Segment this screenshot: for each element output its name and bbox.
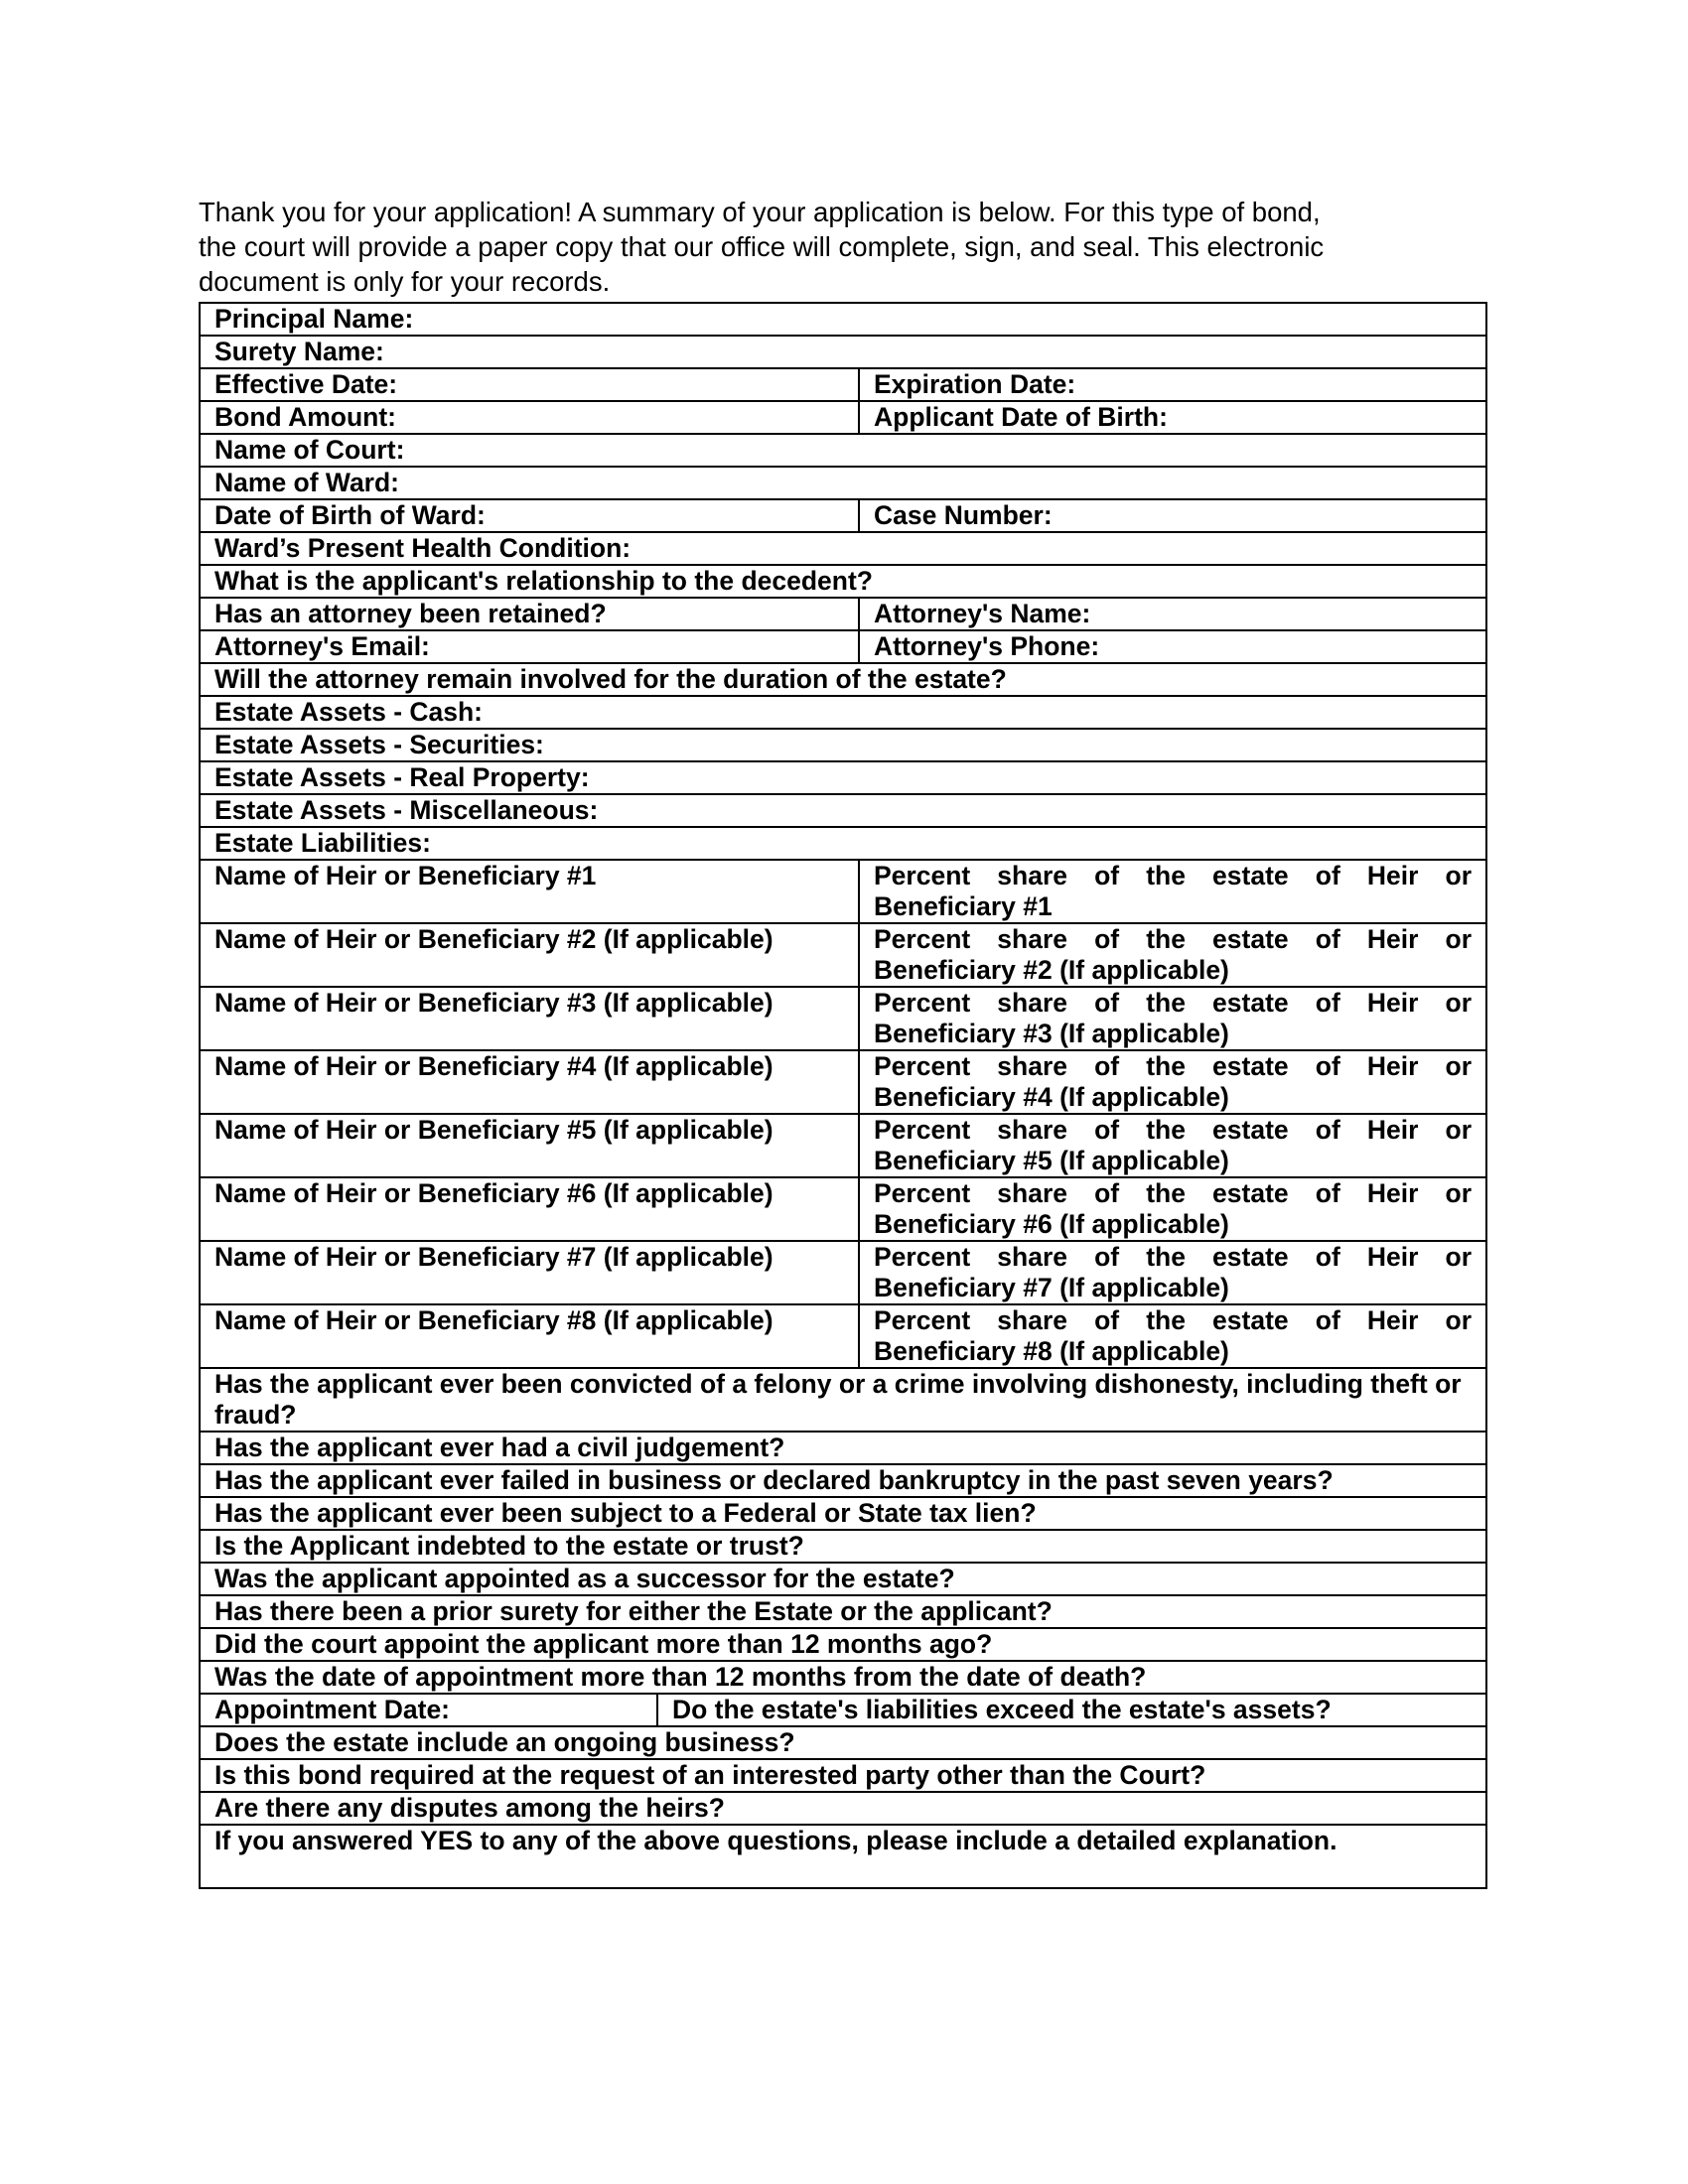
effective-date-label: Effective Date: (200, 368, 859, 401)
table-row (200, 532, 1486, 565)
heir-name-label: Name of Heir or Beneficiary #3 (If applicable) (200, 987, 859, 1050)
prior-surety-question: Has there been a prior surety for either the Estate or the applicant? (200, 1595, 1486, 1628)
assets-securities-label: Estate Assets - Securities: (200, 729, 1486, 761)
ward-health-label: Ward’s Present Health Condition: (200, 532, 1486, 565)
table-row (200, 1497, 1486, 1530)
appointment-date-label: Appointment Date: (201, 1695, 657, 1725)
applicant-dob-label: Applicant Date of Birth: (859, 401, 1486, 434)
table-row (200, 467, 1486, 499)
attorney-email-label: Attorney's Email: (200, 630, 859, 663)
table-row (200, 1563, 1486, 1595)
heir-row-1 (200, 860, 1486, 923)
disputes-question: Are there any disputes among the heirs? (200, 1792, 1486, 1825)
heir-name-label: Name of Heir or Beneficiary #7 (If applicable) (200, 1241, 859, 1304)
heir-share-label: Percent share of the estate of Heir or Beneficiary #8 (If applicable) (859, 1304, 1486, 1368)
appointment-death-question: Was the date of appointment more than 12 months from the date of death? (200, 1661, 1486, 1694)
court-appoint-question: Did the court appoint the applicant more than 12 months ago? (200, 1628, 1486, 1661)
intro-line-1: Thank you for your application! A summary of your application is below. For this type of bond, (199, 197, 1321, 227)
heir-share-label: Percent share of the estate of Heir or Beneficiary #5 (If applicable) (859, 1114, 1486, 1177)
table-row (200, 1595, 1486, 1628)
ongoing-business-question: Does the estate include an ongoing business? (200, 1726, 1486, 1759)
bond-amount-label: Bond Amount: (200, 401, 859, 434)
table-row (200, 565, 1486, 598)
table-row (200, 1726, 1486, 1759)
intro-paragraph (199, 195, 1489, 299)
heir-row-4 (200, 1050, 1486, 1114)
table-row (200, 598, 1486, 630)
court-name-label: Name of Court: (200, 434, 1486, 467)
heir-share-label: Percent share of the estate of Heir or Beneficiary #4 (If applicable) (859, 1050, 1486, 1114)
liabilities-exceed-question: Do the estate's liabilities exceed the estate's assets? (672, 1695, 1332, 1724)
table-row (200, 303, 1486, 336)
heir-share-label: Percent share of the estate of Heir or Beneficiary #1 (859, 860, 1486, 923)
table-row (200, 1694, 1486, 1726)
heir-share-label: Percent share of the estate of Heir or Beneficiary #7 (If applicable) (859, 1241, 1486, 1304)
table-row (200, 663, 1486, 696)
heir-share-label: Percent share of the estate of Heir or Beneficiary #2 (If applicable) (859, 923, 1486, 987)
intro-line-3: document is only for your records. (199, 266, 611, 297)
table-row (200, 1661, 1486, 1694)
heir-row-6 (200, 1177, 1486, 1241)
indebted-question: Is the Applicant indebted to the estate or trust? (200, 1530, 1486, 1563)
bankruptcy-question: Has the applicant ever failed in business or declared bankruptcy in the past seven years? (200, 1464, 1486, 1497)
heir-row-8 (200, 1304, 1486, 1368)
heir-row-7 (200, 1241, 1486, 1304)
expiration-date-label: Expiration Date: (859, 368, 1486, 401)
table-row (200, 434, 1486, 467)
table-row (200, 1628, 1486, 1661)
table-row (200, 1759, 1486, 1792)
explanation-prompt: If you answered YES to any of the above questions, please include a detailed explanation. (200, 1825, 1486, 1888)
attorney-remain-label: Will the attorney remain involved for the duration of the estate? (200, 663, 1486, 696)
liabilities-label: Estate Liabilities: (200, 827, 1486, 860)
heir-name-label: Name of Heir or Beneficiary #6 (If applicable) (200, 1177, 859, 1241)
heir-share-label: Percent share of the estate of Heir or Beneficiary #6 (If applicable) (859, 1177, 1486, 1241)
application-summary-table (199, 302, 1487, 1889)
table-row (200, 499, 1486, 532)
case-number-label: Case Number: (859, 499, 1486, 532)
heir-row-2 (200, 923, 1486, 987)
assets-real-property-label: Estate Assets - Real Property: (200, 761, 1486, 794)
table-row (200, 794, 1486, 827)
attorney-phone-label: Attorney's Phone: (859, 630, 1486, 663)
appointment-split-row (200, 1694, 1486, 1726)
table-row (200, 336, 1486, 368)
table-row (200, 696, 1486, 729)
attorney-retained-label: Has an attorney been retained? (200, 598, 859, 630)
table-row (200, 368, 1486, 401)
heir-name-label: Name of Heir or Beneficiary #4 (If applicable) (200, 1050, 859, 1114)
table-row (200, 729, 1486, 761)
table-row (200, 1825, 1486, 1888)
felony-question: Has the applicant ever been convicted of a felony or a crime involving dishonesty, including theft or fraud? (200, 1368, 1486, 1432)
table-row (200, 1432, 1486, 1464)
ward-dob-label: Date of Birth of Ward: (200, 499, 859, 532)
surety-name-label: Surety Name: (200, 336, 1486, 368)
heir-name-label: Name of Heir or Beneficiary #8 (If applicable) (200, 1304, 859, 1368)
successor-question: Was the applicant appointed as a successor for the estate? (200, 1563, 1486, 1595)
relationship-label: What is the applicant's relationship to the decedent? (200, 565, 1486, 598)
table-row (200, 1530, 1486, 1563)
interested-party-question: Is this bond required at the request of an interested party other than the Court? (200, 1759, 1486, 1792)
heir-share-label: Percent share of the estate of Heir or Beneficiary #3 (If applicable) (859, 987, 1486, 1050)
civil-judgement-question: Has the applicant ever had a civil judgement? (200, 1432, 1486, 1464)
table-row (200, 1368, 1486, 1432)
assets-cash-label: Estate Assets - Cash: (200, 696, 1486, 729)
table-row (200, 630, 1486, 663)
heir-name-label: Name of Heir or Beneficiary #5 (If applicable) (200, 1114, 859, 1177)
attorney-name-label: Attorney's Name: (859, 598, 1486, 630)
tax-lien-question: Has the applicant ever been subject to a Federal or State tax lien? (200, 1497, 1486, 1530)
heir-name-label: Name of Heir or Beneficiary #1 (200, 860, 859, 923)
heir-name-label: Name of Heir or Beneficiary #2 (If applicable) (200, 923, 859, 987)
intro-line-2: the court will provide a paper copy that our office will complete, sign, and seal. This electronic (199, 231, 1325, 262)
table-row (200, 1464, 1486, 1497)
table-row (200, 761, 1486, 794)
heir-row-5 (200, 1114, 1486, 1177)
table-row (200, 827, 1486, 860)
ward-name-label: Name of Ward: (200, 467, 1486, 499)
heir-row-3 (200, 987, 1486, 1050)
appointment-inner-table (201, 1695, 1485, 1725)
assets-misc-label: Estate Assets - Miscellaneous: (200, 794, 1486, 827)
table-row (200, 401, 1486, 434)
table-row (200, 1792, 1486, 1825)
principal-name-label: Principal Name: (200, 303, 1486, 336)
